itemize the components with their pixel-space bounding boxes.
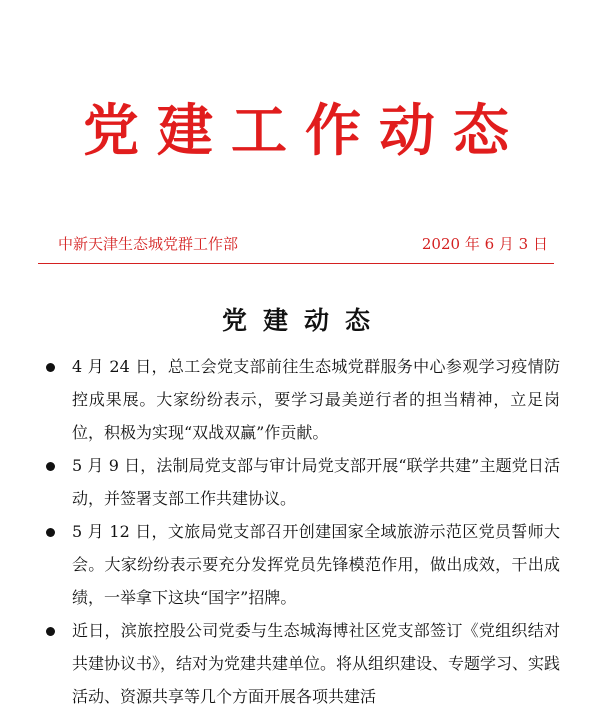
issue-date: 2020 年 6 月 3 日 [421, 235, 548, 253]
issuer-name: 中新天津生态城党群工作部 [58, 235, 239, 253]
section-title: 党建动态 [221, 306, 386, 335]
news-item-text: 4 月 24 日，总工会党支部前往生态城党群服务中心参观学习疫情防控成果展。大家纷纷表示，要学习最美逆行者的担当精神，立足岗位，积极为实现“双战双赢”作贡献。 [72, 357, 560, 442]
news-item [40, 515, 560, 614]
header-divider [38, 263, 554, 264]
news-item [40, 614, 560, 713]
news-item-text: 5 月 9 日，法制局党支部与审计局党支部开展“联学共建”主题党日活动，并签署支部工作共建协议。 [72, 456, 560, 508]
bullet-icon [46, 627, 55, 636]
news-item-text: 5 月 12 日，文旅局党支部召开创建国家全域旅游示范区党员誓师大会。大家纷纷表示要充分发挥党员先锋模范作用，做出成效，干出成绩，一举拿下这块“国字”招牌。 [72, 522, 560, 607]
bullet-icon [46, 363, 55, 372]
bullet-icon [46, 462, 55, 471]
news-item [40, 449, 560, 515]
news-item-text: 近日，滨旅控股公司党委与生态城海博社区党支部签订《党组织结对共建协议书》，结对为党建共建单位。将从组织建设、专题学习、实践活动、资源共享等几个方面开展各项共建活 [72, 621, 561, 706]
bullet-icon [46, 528, 55, 537]
masthead-title: 党建工作动态 [83, 98, 527, 164]
news-item [40, 350, 560, 449]
news-list [40, 350, 560, 713]
